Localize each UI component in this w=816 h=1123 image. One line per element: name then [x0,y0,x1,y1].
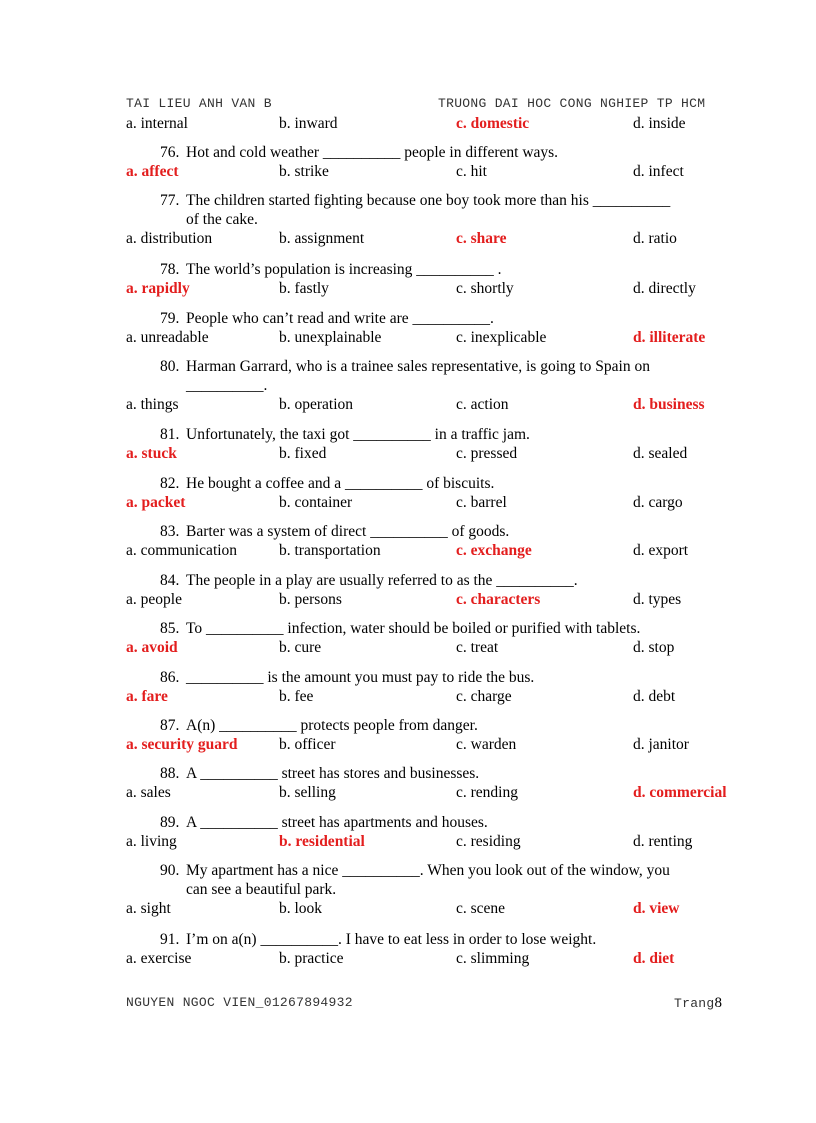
option-a: a. sight [126,900,171,917]
question-number: 88. [160,765,180,782]
option-a-correct: a. stuck [126,445,177,462]
option-d: d. inside [633,115,686,132]
option-d: d. types [633,591,682,608]
options-row [126,783,736,803]
question-text: The children started fighting because one boy took more than his __________ [186,192,671,209]
option-c-correct: c. characters [456,591,541,608]
options-row [126,638,736,658]
option-c: c. pressed [456,445,518,462]
question-number: 81. [160,426,180,443]
question-stem [126,522,736,541]
option-d: d. infect [633,163,684,180]
options-row [126,444,736,464]
option-b: b. look [279,900,323,917]
option-c: c. hit [456,163,487,180]
option-a: a. things [126,396,179,413]
question-item [126,861,736,919]
option-a: a. people [126,591,182,608]
question-item [126,191,736,249]
option-c-correct: c. domestic [456,115,530,132]
options-row [126,735,736,755]
option-b: b. selling [279,784,336,801]
question-stem [126,716,736,735]
option-d: d. directly [633,280,696,297]
option-d: d. cargo [633,494,683,511]
option-a-correct: a. rapidly [126,280,190,297]
question-text: Harman Garrard, who is a trainee sales representative, is going to Spain on [186,358,650,375]
option-b: b. transportation [279,542,381,559]
question-text: A __________ street has apartments and houses. [186,814,488,831]
question-text: People who can’t read and write are __________. [186,310,494,327]
option-a: a. living [126,833,177,850]
question-number: 89. [160,814,180,831]
options-row [126,832,736,852]
option-d-correct: d. illiterate [633,329,706,346]
options-row [126,541,736,561]
question-number: 82. [160,475,180,492]
question-number: 78. [160,261,180,278]
question-item [126,522,736,561]
option-a-correct: a. affect [126,163,179,180]
question-stem [126,260,736,279]
header-left: TAI LIEU ANH VAN B [126,96,272,111]
option-c: c. barrel [456,494,507,511]
option-b: b. unexplainable [279,329,382,346]
question-text-continued: of the cake. [186,211,258,228]
footer-page [674,995,722,1012]
option-c: c. residing [456,833,521,850]
question-item [126,571,736,610]
option-c: c. treat [456,639,499,656]
question-text: __________ is the amount you must pay to ride the bus. [186,669,535,686]
options-row [126,590,736,610]
question-item [126,668,736,707]
options-row [126,687,736,707]
option-c: c. warden [456,736,517,753]
option-b: b. cure [279,639,322,656]
question-number: 79. [160,310,180,327]
question-number: 84. [160,572,180,589]
option-a: a. sales [126,784,171,801]
question-text: Barter was a system of direct __________ of goods. [186,523,510,540]
option-a: a. communication [126,542,238,559]
option-d-correct: d. view [633,900,680,917]
carryover-options [126,114,736,134]
question-number: 85. [160,620,180,637]
question-stem [126,861,736,899]
option-c: c. shortly [456,280,514,297]
question-item [126,357,736,415]
header-right: TRUONG DAI HOC CONG NGHIEP TP HCM [438,96,706,111]
question-stem [126,668,736,687]
options-row [126,162,736,182]
question-number: 90. [160,862,180,879]
option-b: b. container [279,494,353,511]
question-text: A __________ street has stores and businesses. [186,765,480,782]
options-row [126,493,736,513]
question-text: Hot and cold weather __________ people in different ways. [186,144,559,161]
option-b: b. inward [279,115,338,132]
question-number: 87. [160,717,180,734]
question-number: 86. [160,669,180,686]
question-item [126,425,736,464]
option-d: d. export [633,542,689,559]
question-number: 80. [160,358,180,375]
option-b: b. assignment [279,230,365,247]
option-d: d. ratio [633,230,677,247]
option-b: b. practice [279,950,344,967]
option-b-correct: b. residential [279,833,365,850]
options-row [126,279,736,299]
option-b: b. officer [279,736,336,753]
question-item [126,309,736,348]
question-text: I’m on a(n) __________. I have to eat less in order to lose weight. [186,931,597,948]
options-row [126,114,736,134]
option-a-correct: a. avoid [126,639,178,656]
option-c: c. charge [456,688,512,705]
option-c: c. slimming [456,950,530,967]
question-stem [126,619,736,638]
option-a: a. internal [126,115,188,132]
option-c: c. inexplicable [456,329,547,346]
option-a: a. exercise [126,950,192,967]
option-c-correct: c. exchange [456,542,532,559]
option-d-correct: d. commercial [633,784,727,801]
question-item [126,260,736,299]
question-stem [126,357,736,395]
page-number: 8 [714,995,723,1011]
option-d: d. stop [633,639,675,656]
question-item [126,143,736,182]
option-b: b. strike [279,163,329,180]
question-text: He bought a coffee and a __________ of biscuits. [186,475,495,492]
option-c: c. rending [456,784,518,801]
option-d: d. renting [633,833,693,850]
question-number: 76. [160,144,180,161]
question-number: 83. [160,523,180,540]
option-d-correct: d. diet [633,950,675,967]
question-text: Unfortunately, the taxi got __________ in a traffic jam. [186,426,530,443]
question-item [126,619,736,658]
option-a: a. unreadable [126,329,209,346]
option-b: b. fixed [279,445,327,462]
question-item [126,813,736,852]
option-b: b. fastly [279,280,329,297]
question-item [126,716,736,755]
option-b: b. fee [279,688,314,705]
question-item [126,474,736,513]
question-stem [126,764,736,783]
option-b: b. operation [279,396,354,413]
question-stem [126,143,736,162]
options-row [126,899,736,919]
options-row [126,395,736,415]
question-stem [126,474,736,493]
options-row [126,949,736,969]
question-stem [126,571,736,590]
option-d: d. debt [633,688,676,705]
question-item [126,764,736,803]
option-a: a. distribution [126,230,213,247]
page-label: Trang [674,996,715,1011]
footer-left: NGUYEN NGOC VIEN_01267894932 [126,995,353,1010]
question-text: The world’s population is increasing __________ . [186,261,502,278]
question-stem [126,813,736,832]
option-d: d. janitor [633,736,689,753]
question-text-continued: __________. [186,377,268,394]
question-stem [126,930,736,949]
options-row [126,328,736,348]
option-d-correct: d. business [633,396,705,413]
option-d: d. sealed [633,445,688,462]
question-number: 77. [160,192,180,209]
question-number: 91. [160,931,180,948]
question-text: The people in a play are usually referred to as the __________. [186,572,578,589]
option-a-correct: a. packet [126,494,186,511]
option-a-correct: a. fare [126,688,168,705]
question-stem [126,309,736,328]
question-stem [126,425,736,444]
options-row [126,229,736,249]
option-c-correct: c. share [456,230,507,247]
option-b: b. persons [279,591,342,608]
option-c: c. action [456,396,509,413]
question-text: To __________ infection, water should be boiled or purified with tablets. [186,620,641,637]
question-item [126,930,736,969]
question-text-continued: can see a beautiful park. [186,881,337,898]
option-a-correct: a. security guard [126,736,238,753]
question-stem [126,191,736,229]
option-c: c. scene [456,900,506,917]
question-text: A(n) __________ protects people from danger. [186,717,478,734]
question-text: My apartment has a nice __________. When you look out of the window, you [186,862,670,879]
